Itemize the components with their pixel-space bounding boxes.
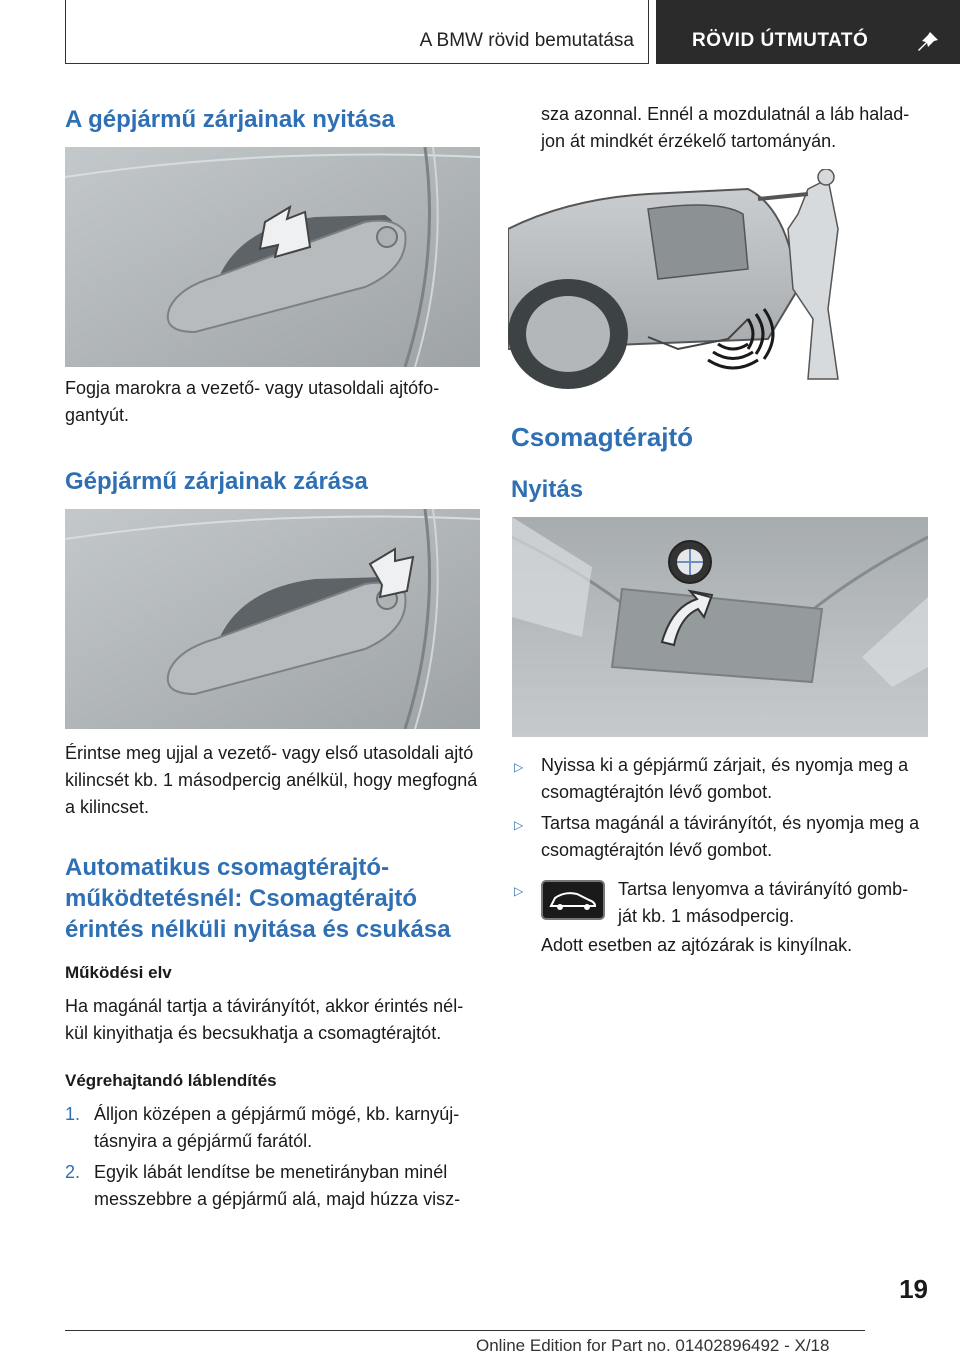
text-doors-unlock-note: Adott esetben az ajtózárak is kinyílnak. (541, 935, 853, 955)
step-text-1: Álljon középen a gépjármű mögé, kb. karnyúj-tásnyira a gépjármű farától. (94, 1104, 460, 1151)
step-number-2: 2. (65, 1162, 81, 1182)
section-title: A BMW rövid bemutatása (419, 30, 634, 51)
heading-open-locks: A gépjármű zárjainak nyitása (65, 106, 395, 133)
door-handle-lock-image (65, 509, 480, 729)
header-chapter (656, 0, 960, 64)
bullet-marker-1: ▷ (514, 760, 524, 774)
text-open-locks: Fogja marokra a vezető- vagy utasoldali ajtófo-gantyút. (65, 378, 440, 425)
heading-lock: Gépjármű zárjainak zárása (65, 468, 368, 495)
pin-icon (916, 30, 940, 52)
heading-foot-movement: Végrehajtandó láblendítés (65, 1071, 277, 1090)
footer-edition: Online Edition for Part no. 01402896492 - X/18 (476, 1336, 830, 1355)
bullet-text-2: Tartsa magánál a távirányítót, és nyomja meg a csomagtérajtón lévő gombot. (541, 813, 920, 860)
text-principle: Ha magánál tartja a távirányítót, akkor érintés nél-kül kinyithatja és becsukhatja a csomagtérajtót. (65, 996, 464, 1043)
heading-auto-tailgate: Automatikus csomagtérajtó-működtetésnél: Csomagtérajtó érintés nélküli nyitása és csukása (65, 854, 451, 943)
rear-kick-sensor-image (508, 169, 924, 389)
heading-trunk-open: Nyitás (511, 476, 584, 503)
text-lock: Érintse meg ujjal a vezető- vagy első utasoldali ajtó kilincsét kb. 1 másodpercig anélkül, hogy megfogná a kilincset. (65, 743, 478, 817)
car-tailgate-key-icon (541, 880, 605, 920)
heading-principle: Működési elv (65, 963, 172, 982)
bullet-text-3: Tartsa lenyomva a távirányító gomb-ját kb. 1 másodpercig. (618, 879, 909, 926)
trunk-button-image (512, 517, 928, 737)
step-text-2: Egyik lábát lendítse be menetirányban minél messzebbre a gépjármű alá, majd húzza visz- (94, 1162, 461, 1209)
bullet-marker-3: ▷ (514, 884, 524, 898)
chapter-title: RÖVID ÚTMUTATÓ (692, 30, 869, 51)
step-number-1: 1. (65, 1104, 81, 1124)
footer-divider (65, 1330, 865, 1331)
bullet-marker-2: ▷ (514, 818, 524, 832)
text-foot-continued: sza azonnal. Ennél a mozdulatnál a láb halad-jon át mindkét érzékelő tartományán. (541, 104, 910, 151)
heading-trunk: Csomagtérajtó (511, 422, 694, 452)
page-number: 19 (899, 1274, 928, 1304)
header-section (65, 0, 649, 64)
bullet-text-1: Nyissa ki a gépjármű zárjait, és nyomja meg a csomagtérajtón lévő gombot. (541, 755, 909, 802)
door-handle-open-image (65, 147, 480, 367)
